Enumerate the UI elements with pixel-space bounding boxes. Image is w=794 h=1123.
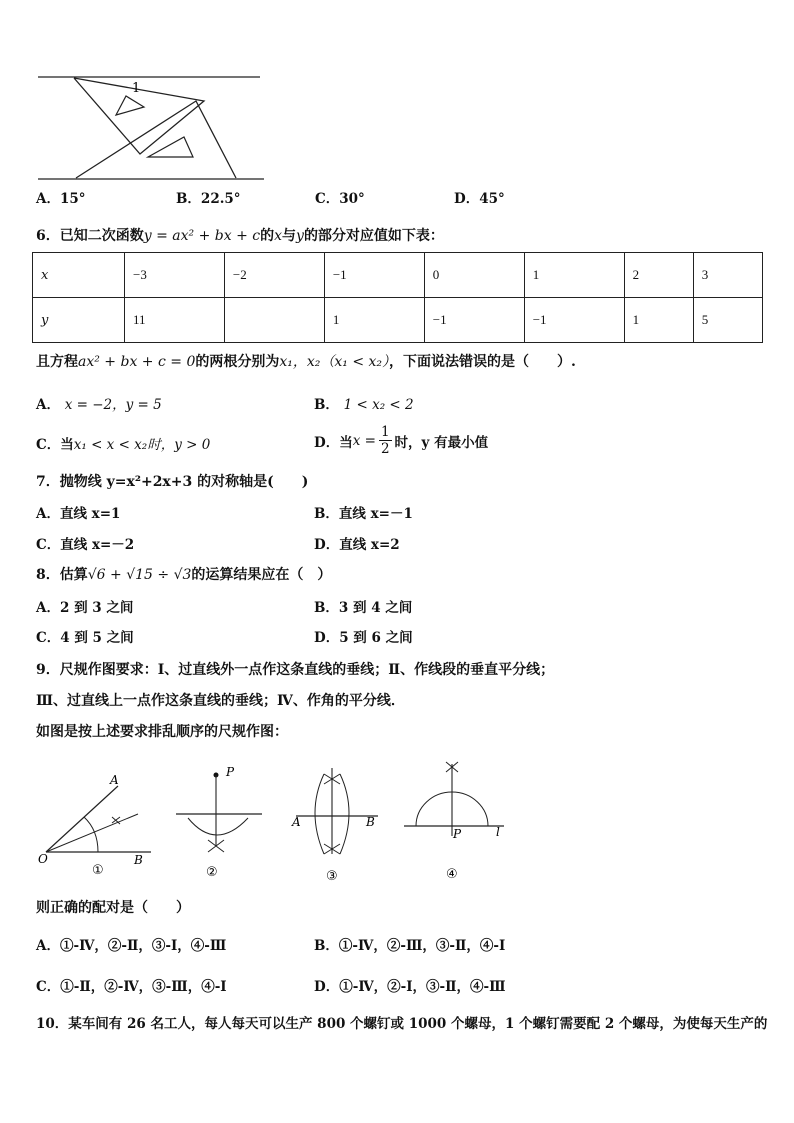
q7-option-d: D．直线 x=2 [314, 537, 400, 553]
svg-text:B: B [366, 815, 375, 829]
svg-text:A: A [110, 773, 119, 787]
table-cell: 1 [324, 298, 424, 343]
q8-stem: 8．估算√6 + √15 ÷ √3的运算结果应在（ ） [36, 567, 332, 583]
q9-stem-line3: 如图是按上述要求排乱顺序的尺规作图： [36, 724, 288, 740]
fraction: $\frac{1}{2}$ [380, 424, 390, 457]
svg-text:①: ① [92, 863, 104, 878]
table-cell [224, 298, 324, 343]
svg-text:③: ③ [326, 869, 338, 884]
q9-stem-line1: 9．尺规作图要求：Ⅰ、过直线外一点作这条直线的垂线；Ⅱ、作线段的垂直平分线； [36, 662, 555, 678]
table-cell: −1 [324, 253, 424, 298]
q9-figure-3 [286, 762, 386, 884]
q6-option-d: D． 当 x = $\frac{1}{2}$ 时，y 有最小值 [314, 424, 489, 457]
q6-option-c: C．当x₁ < x < x₂时，y > 0 [36, 437, 211, 453]
q5-option-a: A．15° [36, 191, 86, 207]
q5-option-d: D．45° [454, 191, 505, 207]
q9-figure-1 [36, 768, 156, 880]
svg-text:l: l [496, 825, 500, 839]
q7-option-a: A．直线 x=1 [36, 506, 121, 522]
q6-condition: 且方程ax² + bx + c = 0的两根分别为x₁，x₂（x₁ < x₂），下面说法错误的是（ ）. [36, 354, 576, 370]
q6-option-a: A． x = −2，y = 5 [36, 397, 162, 413]
q6-option-b: B． 1 < x₂ < 2 [314, 397, 414, 413]
q9-figure-4 [400, 760, 510, 882]
angle-label: 1 [132, 81, 141, 96]
q10-stem: 10．某车间有 26 名工人，每人每天可以生产 800 个螺钉或 1000 个螺母，1 个螺钉需要配 2 个螺母，为使每天生产的 [36, 1016, 768, 1032]
table-row-y [33, 298, 763, 343]
table-cell: 2 [624, 253, 693, 298]
q8-option-a: A．2 到 3 之间 [36, 600, 134, 616]
svg-text:②: ② [206, 865, 218, 880]
table-cell: 11 [125, 298, 225, 343]
q5-figure [36, 70, 266, 182]
q9-question: 则正确的配对是（ ） [36, 900, 190, 916]
q7-option-c: C．直线 x=－2 [36, 537, 135, 553]
table-row-x [33, 253, 763, 298]
q6-value-table [32, 252, 763, 343]
q8-option-c: C．4 到 5 之间 [36, 630, 134, 646]
table-cell: 1 [624, 298, 693, 343]
table-cell: −1 [424, 298, 524, 343]
table-cell: 0 [424, 253, 524, 298]
svg-text:O: O [38, 852, 48, 866]
table-cell: 3 [693, 253, 762, 298]
q8-option-d: D．5 到 6 之间 [314, 630, 413, 646]
table-header-x: x [33, 253, 125, 298]
q9-option-b: B．①-Ⅳ，②-Ⅲ，③-Ⅱ，④-Ⅰ [314, 938, 506, 954]
table-cell: 1 [524, 253, 624, 298]
q9-stem-line2: Ⅲ、过直线上一点作这条直线的垂线；Ⅳ、作角的平分线． [36, 693, 405, 709]
q7-stem: 7．抛物线 y=x²+2x+3 的对称轴是( ) [36, 474, 309, 490]
q6-stem: 6．已知二次函数y = ax² + bx + c的x与y的部分对应值如下表： [36, 228, 444, 244]
q9-option-c: C．①-Ⅱ，②-Ⅳ，③-Ⅲ，④-Ⅰ [36, 979, 227, 995]
svg-text:P: P [226, 765, 235, 779]
svg-text:B: B [134, 853, 143, 867]
table-cell: 5 [693, 298, 762, 343]
table-cell: −2 [224, 253, 324, 298]
q9-figure-2 [170, 760, 270, 880]
q9-option-a: A．①-Ⅳ，②-Ⅱ，③-Ⅰ，④-Ⅲ [36, 938, 227, 954]
svg-text:P: P [453, 827, 462, 841]
q9-option-d: D．①-Ⅳ，②-Ⅰ，③-Ⅱ，④-Ⅲ [314, 979, 506, 995]
svg-text:A: A [292, 815, 301, 829]
table-cell: −1 [524, 298, 624, 343]
q5-option-b: B．22.5° [176, 191, 241, 207]
table-header-y: y [33, 298, 125, 343]
svg-text:④: ④ [446, 867, 458, 882]
q7-option-b: B．直线 x=－1 [314, 506, 413, 522]
q5-option-c: C．30° [315, 191, 365, 207]
table-cell: −3 [125, 253, 225, 298]
q8-option-b: B．3 到 4 之间 [314, 600, 413, 616]
